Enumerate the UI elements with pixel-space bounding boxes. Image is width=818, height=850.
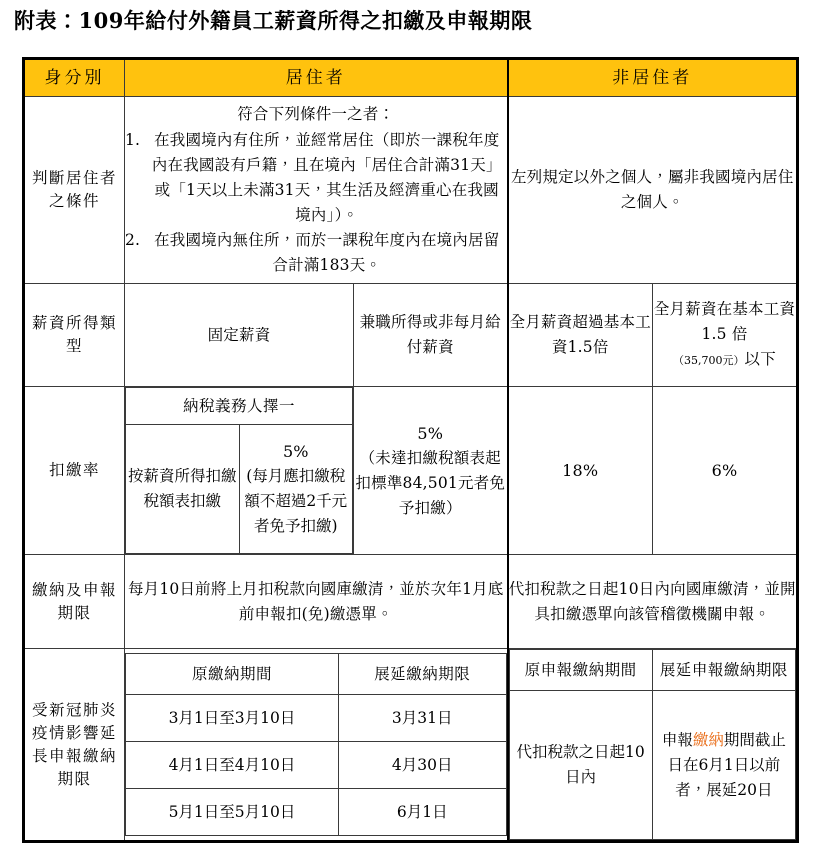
covid-nonres-extended-deadline bbox=[652, 691, 795, 840]
header-identity: 身分別 bbox=[24, 59, 125, 97]
list-item bbox=[125, 128, 507, 228]
parttime-rate-note: （未達扣繳稅額表起扣標準84,501元者免予扣繳） bbox=[355, 448, 506, 517]
covid-nonres-original-period: 代扣稅款之日起10日內 bbox=[509, 691, 652, 840]
row-withholding-rate bbox=[24, 387, 798, 555]
row-income-type bbox=[24, 284, 798, 387]
table-row bbox=[126, 425, 353, 554]
cell-parttime-salary: 兼職所得或非每月給付薪資 bbox=[354, 284, 508, 387]
cell-non-resident-criteria: 左列規定以外之個人，屬非我國境內居住之個人。 bbox=[508, 97, 798, 284]
criteria-list bbox=[125, 128, 507, 278]
extended-text-post: 期間截止日在6月1日以前者，展延20日 bbox=[667, 730, 786, 799]
header-resident: 居住者 bbox=[125, 59, 508, 97]
criteria-item-text: 在我國境內無住所，而於一課稅年度內在境內居留合計滿183天。 bbox=[154, 231, 500, 274]
cell-option-b bbox=[239, 425, 353, 554]
cell-fixed-salary: 固定薪資 bbox=[125, 284, 354, 387]
option-b-note: (每月應扣繳稅額不超過2千元者免予扣繳) bbox=[244, 467, 348, 535]
rowlabel-residency-criteria: 判斷居住者之條件 bbox=[24, 97, 125, 284]
table-row bbox=[126, 388, 353, 425]
nonres-under-main: 全月薪資在基本工資 1.5 倍 bbox=[653, 300, 796, 343]
nonres-under-tail: 以下 bbox=[744, 350, 776, 368]
table-row bbox=[126, 654, 507, 695]
covid-res-header-extended: 展延繳納期限 bbox=[338, 654, 506, 695]
cell-resident-covid-block bbox=[125, 649, 508, 842]
extended-text-pre: 申報 bbox=[661, 730, 693, 749]
covid-res-extended-deadline: 4月30日 bbox=[338, 742, 506, 789]
rowlabel-covid-extension: 受新冠肺炎疫情影響延長申報繳納期限 bbox=[24, 649, 125, 842]
table-row bbox=[509, 691, 796, 840]
cell-resident-payment-deadline: 每月10日前將上月扣稅款向國庫繳清，並於次年1月底前申報扣(免)繳憑單。 bbox=[125, 555, 508, 649]
covid-nonresident-subtable bbox=[509, 649, 797, 840]
cell-taxpayer-choice-block bbox=[125, 387, 354, 555]
covid-res-original-period: 5月1日至5月10日 bbox=[126, 789, 339, 836]
table-header-row bbox=[24, 59, 798, 97]
cell-nonres-covid-block bbox=[508, 649, 798, 842]
table-row bbox=[126, 789, 507, 836]
criteria-item-number: 2. bbox=[125, 231, 141, 249]
covid-res-extended-deadline: 3月31日 bbox=[338, 695, 506, 742]
nonres-under-amount-note: （35,700元） bbox=[673, 354, 745, 367]
row-covid-extension bbox=[24, 649, 798, 842]
table-row bbox=[509, 650, 796, 691]
criteria-item-text: 在我國境內有住所，並經常居住（即於一課稅年度內在我國設有戶籍，且在境內「居住合計滿31天」或「1天以上未滿31天，其生活及經濟重心在我國境內」）。 bbox=[151, 131, 502, 224]
covid-res-original-period: 3月1日至3月10日 bbox=[126, 695, 339, 742]
subheader-taxpayer-choice: 納稅義務人擇一 bbox=[126, 388, 353, 425]
covid-res-extended-deadline: 6月1日 bbox=[338, 789, 506, 836]
covid-resident-subtable bbox=[125, 653, 507, 836]
table-row bbox=[126, 695, 507, 742]
taxpayer-choice-subtable bbox=[125, 387, 353, 554]
cell-nonres-payment-deadline: 代扣稅款之日起10日內向國庫繳清，並開具扣繳憑單向該管稽徵機關申報。 bbox=[508, 555, 798, 649]
covid-res-original-period: 4月1日至4月10日 bbox=[126, 742, 339, 789]
covid-nonres-header-extended: 展延申報繳納期限 bbox=[652, 650, 795, 691]
cell-parttime-rate bbox=[354, 387, 508, 555]
rowlabel-payment-deadline: 繳納及申報期限 bbox=[24, 555, 125, 649]
criteria-intro: 符合下列條件一之者： bbox=[237, 105, 395, 123]
option-b-rate: 5% bbox=[283, 442, 309, 461]
covid-res-header-original: 原繳納期間 bbox=[126, 654, 339, 695]
cell-nonres-under-threshold bbox=[653, 284, 798, 387]
row-payment-deadline bbox=[24, 555, 798, 649]
rowlabel-withholding-rate: 扣繳率 bbox=[24, 387, 125, 555]
cell-nonres-over-rate: 18% bbox=[508, 387, 653, 555]
withholding-tax-table bbox=[22, 57, 799, 843]
cell-nonres-over-threshold: 全月薪資超過基本工資1.5倍 bbox=[508, 284, 653, 387]
cell-option-a: 按薪資所得扣繳稅額表扣繳 bbox=[126, 425, 240, 554]
header-non-resident: 非居住者 bbox=[508, 59, 798, 97]
cell-resident-criteria bbox=[125, 97, 508, 284]
covid-nonres-header-original: 原申報繳納期間 bbox=[509, 650, 652, 691]
parttime-rate-value: 5% bbox=[417, 423, 444, 443]
criteria-item-number: 1. bbox=[125, 131, 141, 149]
rowlabel-income-type: 薪資所得類型 bbox=[24, 284, 125, 387]
extended-text-highlight: 繳納 bbox=[692, 730, 724, 749]
page-title: 附表：109年給付外籍員工薪資所得之扣繳及申報期限 bbox=[14, 8, 533, 33]
list-item bbox=[125, 228, 507, 278]
table-row bbox=[126, 742, 507, 789]
cell-nonres-under-rate: 6% bbox=[653, 387, 798, 555]
row-residency-criteria bbox=[24, 97, 798, 284]
